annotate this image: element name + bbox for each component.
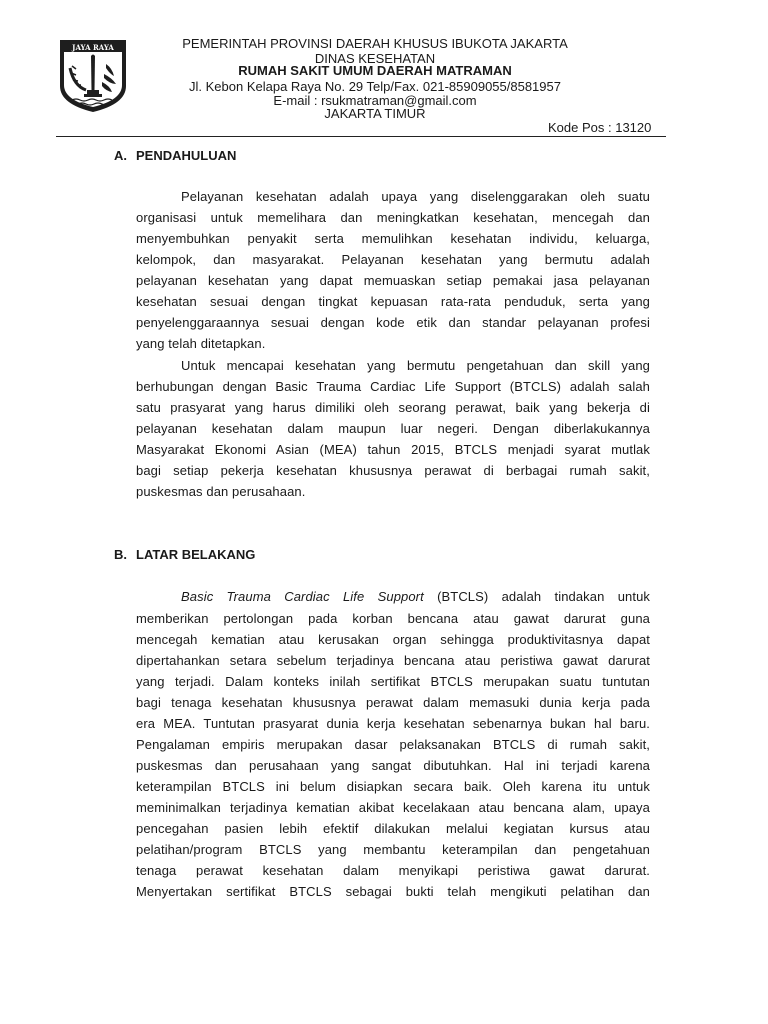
section-b-number: B. <box>114 547 127 562</box>
paragraph-line: mencegah kematian atau kerusakan organ sehingga produktivitasnya dapat <box>136 632 650 647</box>
svg-text:JAYA RAYA: JAYA RAYA <box>72 43 114 52</box>
paragraph-line: kelompok, dan masyarakat. Pelayanan kesehatan yang bermutu adalah <box>136 252 650 267</box>
header-postal-code: Kode Pos : 13120 <box>548 120 652 135</box>
section-b-title: LATAR BELAKANG <box>136 547 256 562</box>
btcls-term: Basic Trauma Cardiac Life Support <box>181 589 424 604</box>
paragraph-line: puskesmas dan perusahaan. <box>136 484 306 499</box>
header-address: Jl. Kebon Kelapa Raya No. 29 Telp/Fax. 021-85909055/8581957 <box>189 79 561 94</box>
paragraph-line: kesehatan sesuai dengan tingkat kepuasan rata-rata penduduk, serta yang <box>136 294 650 309</box>
paragraph-line: pelayanan kesehatan dalam maupun luar negeri. Dengan diberlakukannya <box>136 421 650 436</box>
paragraph-line: bagi tenaga kesehatan khususnya perawat dalam memasuki dunia kerja pada <box>136 695 650 710</box>
paragraph-line: pencegahan pasien lebih efektif dilakukan melalui kegiatan kursus atau <box>136 821 650 836</box>
paragraph-line: organisasi untuk memelihara dan meningkatkan kesehatan, mencegah dan <box>136 210 650 225</box>
paragraph-line: Masyarakat Ekonomi Asian (MEA) tahun 2015, BTCLS menjadi syarat mutlak <box>136 442 650 457</box>
paragraph-line: meminimalkan terjadinya kematian akibat kecelakaan atau bencana alam, upaya <box>136 800 650 815</box>
paragraph-line: Untuk mencapai kesehatan yang bermutu pengetahuan dan skill yang <box>181 358 650 373</box>
paragraph-line: bagi setiap pekerja kesehatan khususnya perawat di berbagai rumah sakit, <box>136 463 650 478</box>
section-a-heading <box>114 148 236 164</box>
paragraph-line: satu prasyarat yang harus dimiliki oleh seorang perawat, baik yang bekerja di <box>136 400 650 415</box>
paragraph-line: Pengalaman empiris merupakan dasar pelaksanakan BTCLS di rumah sakit, <box>136 737 650 752</box>
paragraph-line: era MEA. Tuntutan prasyarat dunia kerja kesehatan sebenarnya bukan hal baru. <box>136 716 650 731</box>
paragraph-line: penyelenggaraannya sesuai dengan kode etik dan standar pelayanan profesi <box>136 315 650 330</box>
paragraph-line: keterampilan BTCLS ini belum disiapkan secara baik. Oleh karena itu untuk <box>136 779 650 794</box>
paragraph-line: Menyertakan sertifikat BTCLS sebagai bukti telah mengikuti pelatihan dan <box>136 884 650 899</box>
paragraph-line: pelayanan kesehatan yang dapat memuaskan setiap pemakai jasa pelayanan <box>136 273 650 288</box>
paragraph-line: puskesmas dan perusahaan yang sangat dibutuhkan. Hal ini terjadi karena <box>136 758 650 773</box>
section-a-title: PENDAHULUAN <box>136 148 237 163</box>
paragraph-line <box>181 589 650 605</box>
paragraph-line: pelatihan/program BTCLS yang membantu keterampilan dan pengetahuan <box>136 842 650 857</box>
paragraph-line: yang telah ditetapkan. <box>136 336 266 351</box>
paragraph-line: yang terjadi. Dalam konteks inilah sertifikat BTCLS merupakan suatu tuntutan <box>136 674 650 689</box>
paragraph-line: tenaga perawat kesehatan dalam menyikapi peristiwa gawat darurat. <box>136 863 650 878</box>
paragraph-line: Pelayanan kesehatan adalah upaya yang diselenggarakan oleh suatu <box>181 189 650 204</box>
header-government: PEMERINTAH PROVINSI DAERAH KHUSUS IBUKOTA JAKARTA <box>182 36 568 51</box>
paragraph-line: memberikan pertolongan pada korban bencana atau gawat darurat guna <box>136 611 650 626</box>
paragraph-text: (BTCLS) adalah tindakan untuk <box>423 589 650 604</box>
paragraph-line: dipertahankan setara sebelum terjadinya bencana atau peristiwa gawat darurat <box>136 653 650 668</box>
header-divider <box>56 136 666 137</box>
paragraph-line: menyembuhkan penyakit serta memulihkan kesehatan individu, keluarga, <box>136 231 650 246</box>
jaya-raya-logo-icon <box>56 38 130 114</box>
header-hospital-name: RUMAH SAKIT UMUM DAERAH MATRAMAN <box>238 63 512 78</box>
header-email: E-mail : rsukmatraman@gmail.com <box>273 93 477 108</box>
paragraph-line: berhubungan dengan Basic Trauma Cardiac Life Support (BTCLS) adalah salah <box>136 379 650 394</box>
header-city: JAKARTA TIMUR <box>324 106 426 121</box>
section-a-number: A. <box>114 148 127 163</box>
header-department: DINAS KESEHATAN <box>314 51 436 66</box>
section-b-heading <box>114 547 255 563</box>
